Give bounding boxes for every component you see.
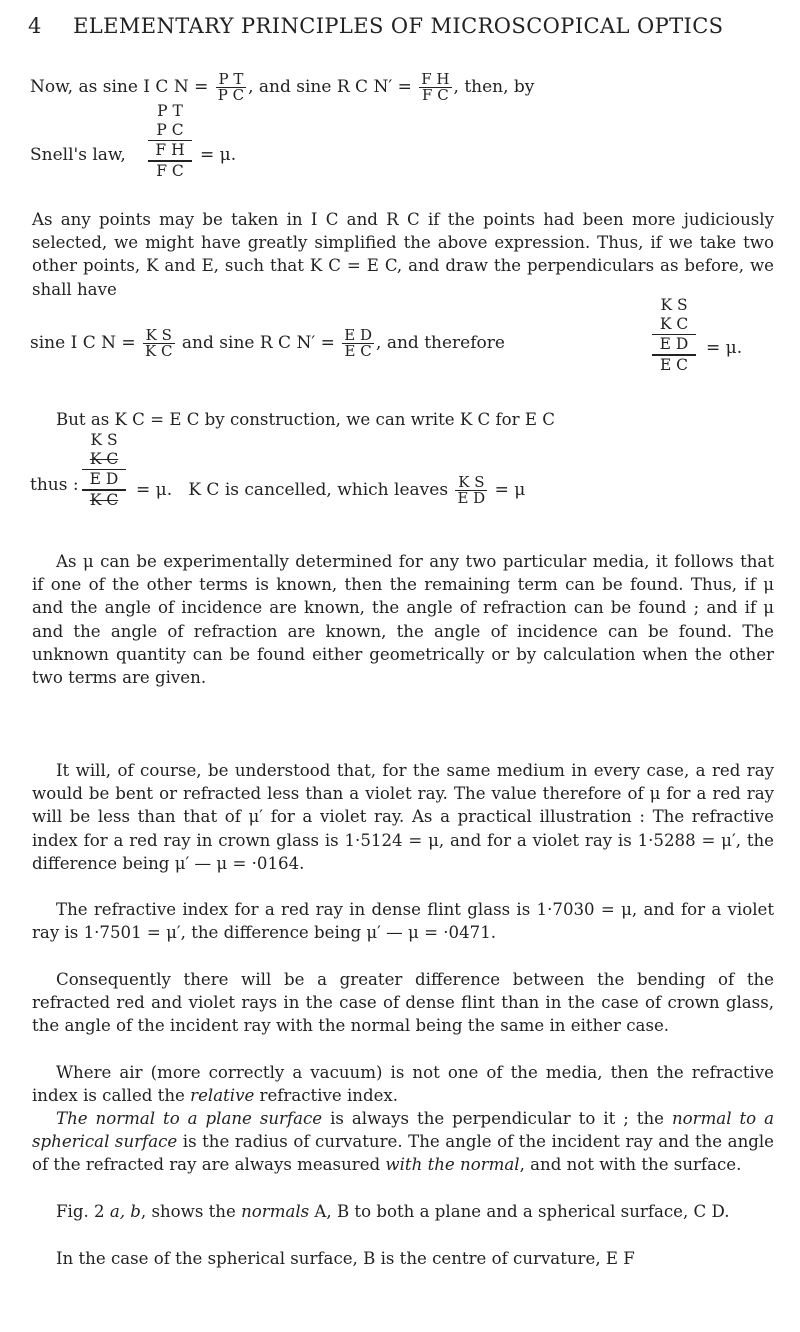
eq1-text-c: , then, by: [453, 77, 535, 97]
snells-law-fraction: P T P C F H F C: [148, 102, 192, 181]
paragraph-mu-determined: As μ can be experimentally determined for any two particular media, it follows that if one of the other terms is known, then the remaining term can be found. Thus, if μ and the angle of incidence are known, the angle of refraction can be found ; and if μ and the angle of refraction are known, the angle of incidence can be found. The unknown quantity can be found either geometrically or by calculation when the other two terms are given.: [32, 552, 774, 688]
paragraph-normals: The normal to a plane surface is always the perpendicular to it ; the normal to a spherical surface is the radius of curvature. The angle of the incident ray and the angle of the refracted ray are always measured with the normal, and not with the surface.: [32, 1109, 775, 1175]
paragraph-spherical: In the case of the spherical surface, B is the centre of curvature, E F: [56, 1249, 635, 1268]
paragraph-dense-flint: The refractive index for a red ray in dense flint glass is 1·7030 = μ, and for a violet ray is 1·7501 = μ′, the difference being μ′ — μ = ·0471.: [32, 900, 774, 943]
compound-fraction-ks-kc-ed-ec: K S K C E D E C: [652, 296, 696, 375]
fraction-fh-fc: $\frac{\text{F H}}{\text{F C}}$: [421, 70, 450, 104]
eq1-text-a: Now, as sine I C N =: [30, 77, 209, 97]
snells-law-result: = μ.: [200, 145, 237, 165]
paragraph-consequently: Consequently there will be a greater difference between the bending of the refracted red and violet rays in the case of dense flint than in the case of crown glass, the angle of the incident ray with the normal being the same in either case.: [32, 970, 774, 1036]
snells-law-prefix: Snell's law,: [30, 145, 126, 165]
running-header: [28, 14, 780, 38]
paragraph-red-violet: It will, of course, be understood that, for the same medium in every case, a red ray would be bent or refracted less than a violet ray. The value therefore of μ for a red ray will be less than that of μ′ for a violet ray. As a practical illustration : The refractive index for a red ray in crown glass is 1·5124 = μ, and for a violet ray is 1·5288 = μ′, the difference being μ′ — μ = ·0164.: [32, 761, 774, 873]
eq1-text-b: , and sine R C N′ =: [248, 77, 412, 97]
page-number: 4: [28, 14, 42, 38]
paragraph-fig-2: Fig. 2 a, b, shows the normals A, B to both a plane and a spherical surface, C D.: [56, 1202, 730, 1221]
header-title: ELEMENTARY PRINCIPLES OF MICROSCOPICAL OPTICS: [73, 14, 724, 38]
cancel-text: = μ. K C is cancelled, which leaves $\frac{\text{K S}}{\text{E D}}$ = μ: [136, 473, 526, 507]
paragraph-relative-index: Where air (more correctly a vacuum) is not one of the media, then the refractive index is called the relative refractive index.: [32, 1063, 774, 1106]
fraction-pt-pc: $\frac{\text{P T}}{\text{P C}}$: [217, 70, 245, 104]
paragraph-construction: But as K C = E C by construction, we can write K C for E C: [56, 410, 555, 429]
cancelled-fraction: K S K C E D K C: [82, 431, 126, 510]
paragraph-points: As any points may be taken in I C and R C if the points had been more judiciously selected, we might have greatly simplified the above expression. Thus, if we take two other points, K and E, such that K C = E C, and draw the perpendiculars as before, we shall have: [32, 210, 774, 299]
equation-sine-ratios: [30, 72, 776, 103]
equation-ks-ed: sine I C N = $\frac{\text{K S}}{\text{K C}}$ and sine R C N′ = $\frac{\text{E D}}{\text{E C}}$ , and therefore: [30, 326, 505, 360]
thus-label: thus :: [30, 475, 79, 495]
eq3-result: = μ.: [706, 338, 743, 358]
